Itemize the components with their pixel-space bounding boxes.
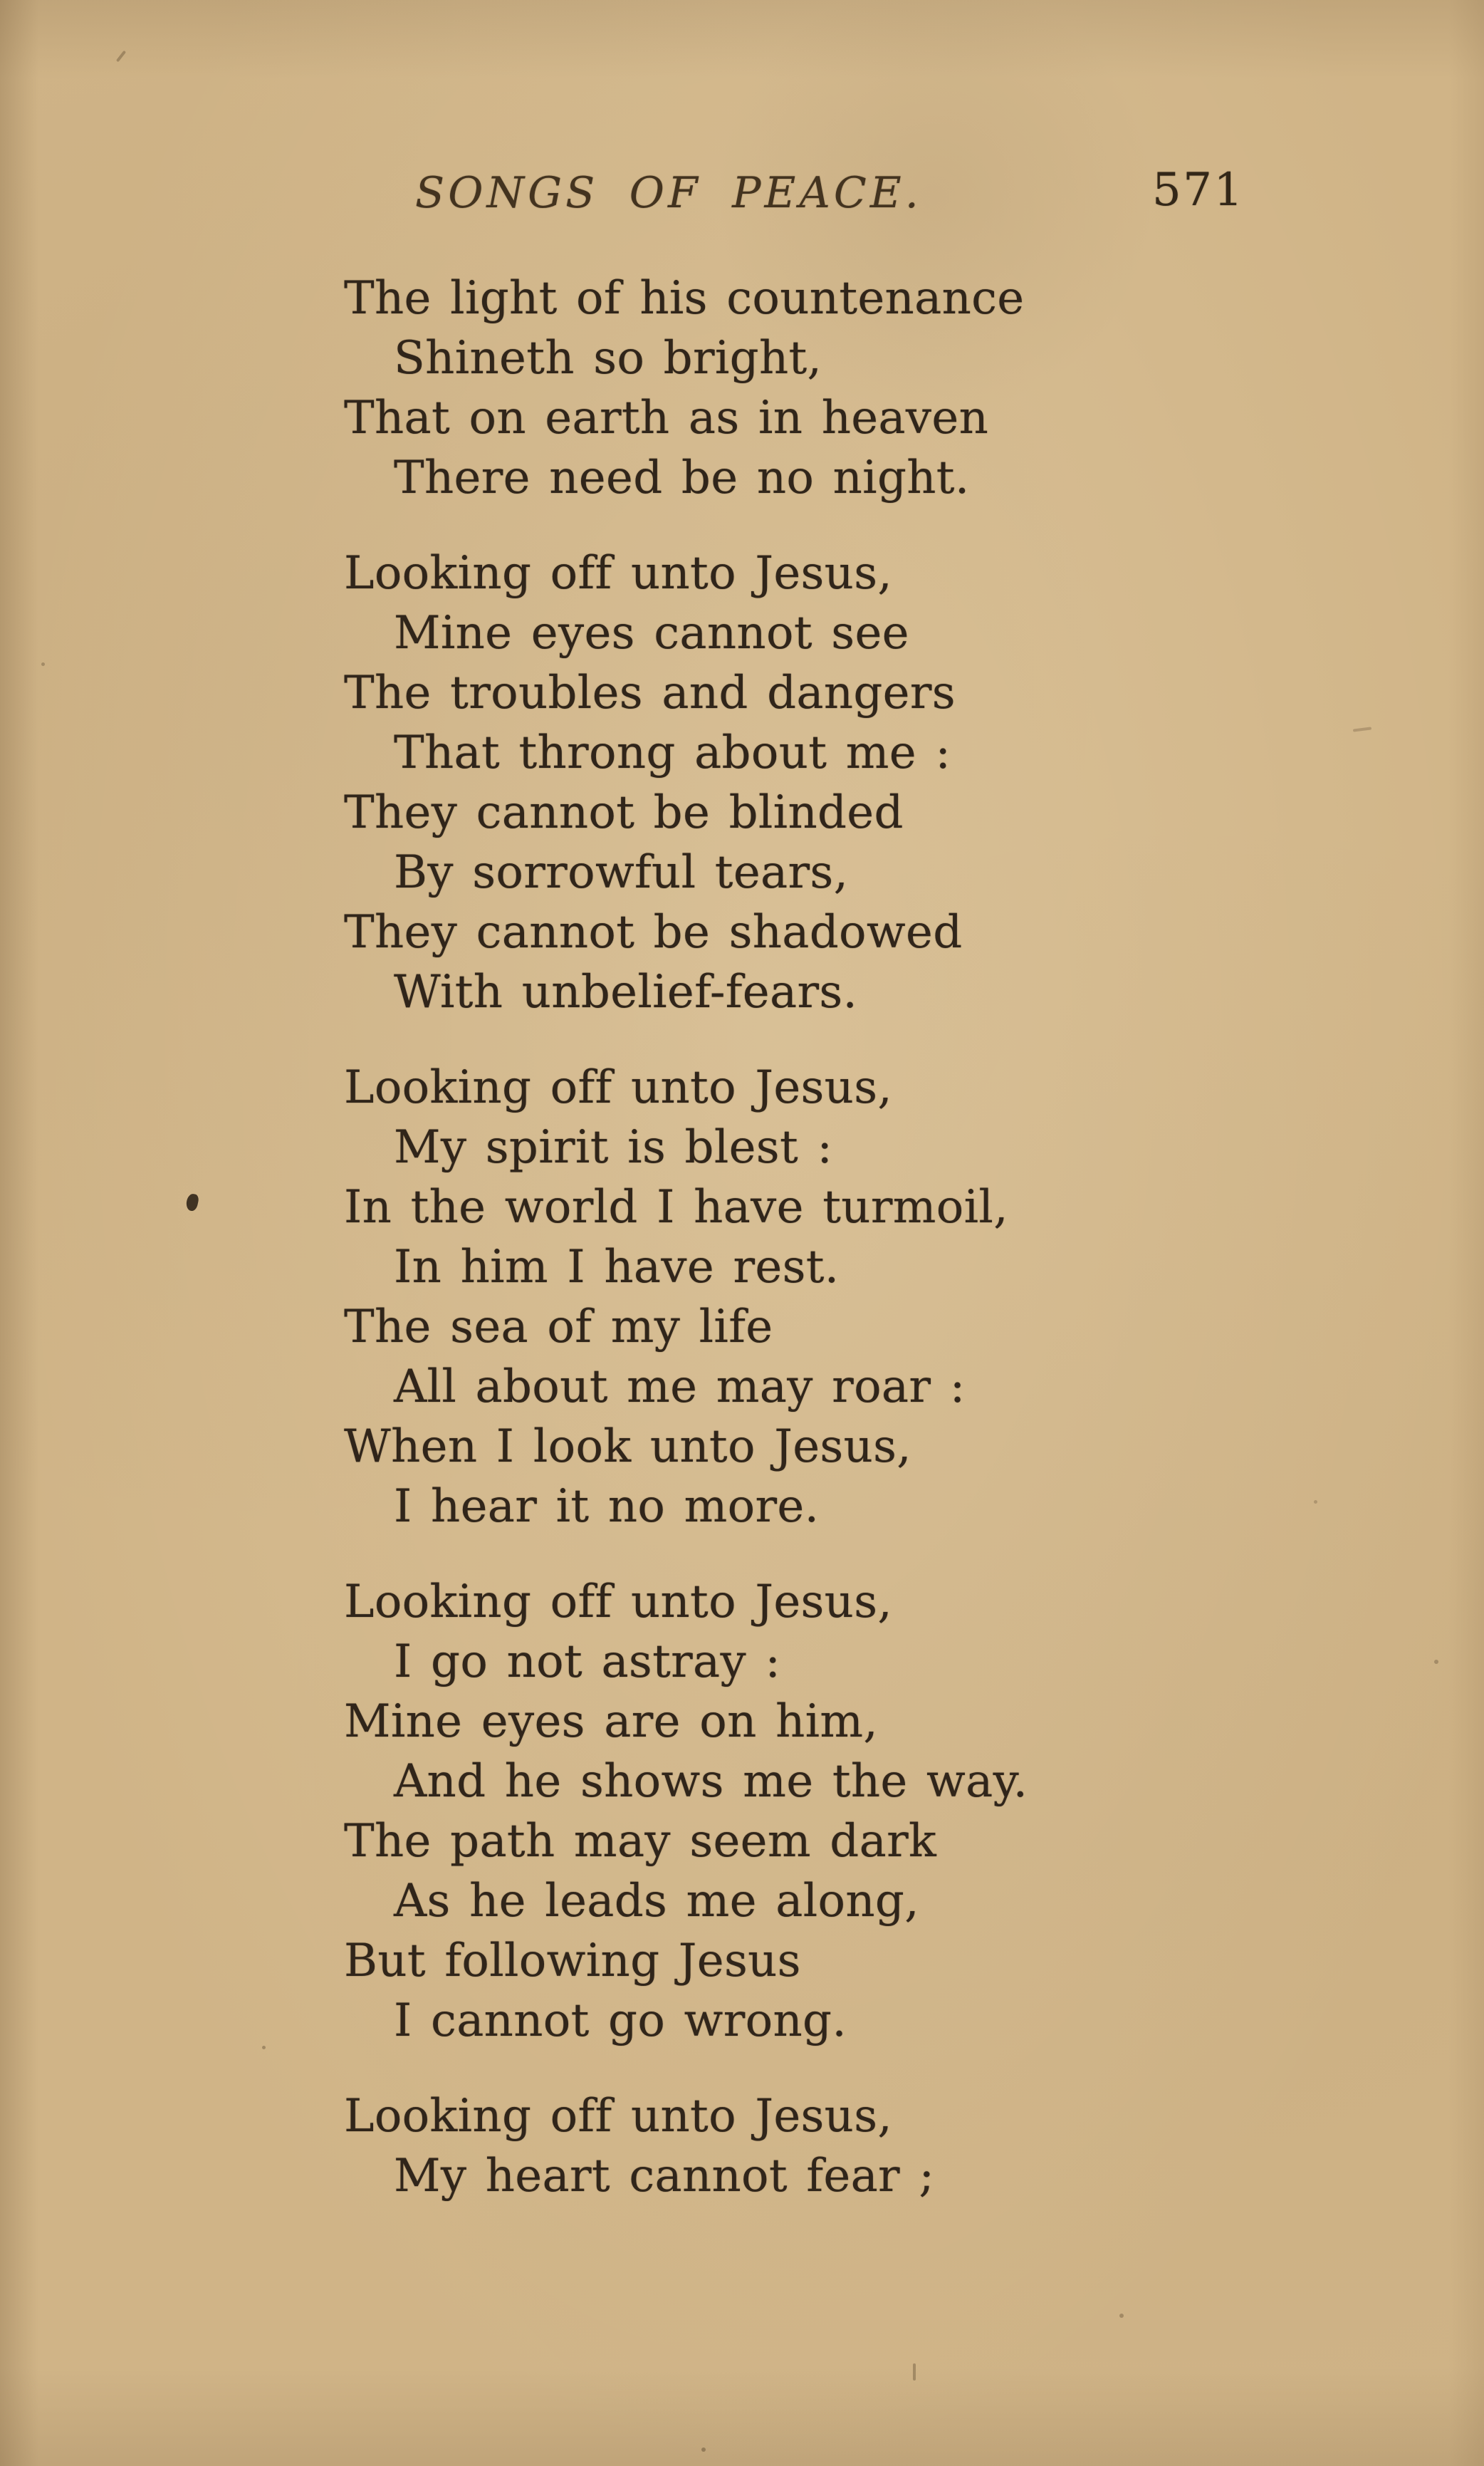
ink-blot <box>185 1193 200 1212</box>
stanza <box>344 1058 1056 1536</box>
poem <box>344 269 1056 2242</box>
stanza <box>344 543 1056 1022</box>
poem-line: Looking off unto Jesus, <box>344 1061 893 1114</box>
stanza <box>344 269 1056 508</box>
poem-line: Mine eyes cannot see <box>394 607 909 660</box>
ink-speck <box>1434 1660 1438 1664</box>
poem-line: I hear it no more. <box>394 1480 820 1533</box>
ink-speck <box>701 2447 706 2452</box>
ink-speck <box>1119 2314 1124 2318</box>
ink-speck <box>262 2046 266 2049</box>
poem-line: In the world I have turmoil, <box>344 1181 1008 1234</box>
ink-speck <box>1353 727 1371 732</box>
ink-speck <box>116 51 126 63</box>
poem-line: And he shows me the way. <box>394 1755 1028 1808</box>
poem-line: But following Jesus <box>344 1935 801 1987</box>
stanza <box>344 2086 1056 2206</box>
poem-line: As he leads me along, <box>394 1875 919 1927</box>
poem-line: My spirit is blest : <box>394 1121 833 1174</box>
ink-speck <box>1314 1500 1317 1504</box>
poem-line: Mine eyes are on him, <box>344 1695 879 1748</box>
poem-line: By sorrowful tears, <box>394 846 849 899</box>
page-number: 571 <box>1152 164 1245 217</box>
ink-speck <box>913 2363 916 2381</box>
poem-line: Looking off unto Jesus, <box>344 547 893 600</box>
stanza <box>344 1572 1056 2051</box>
poem-line: I go not astray : <box>394 1635 781 1688</box>
poem-line: The troubles and dangers <box>344 667 956 719</box>
poem-line: There need be no night. <box>394 452 970 504</box>
poem-line: I cannot go wrong. <box>394 1994 847 2047</box>
poem-line: When I look unto Jesus, <box>344 1420 911 1473</box>
poem-line: Looking off unto Jesus, <box>344 2090 893 2143</box>
poem-line: All about me may roar : <box>394 1361 966 1413</box>
poem-line: Looking off unto Jesus, <box>344 1576 893 1628</box>
poem-line: The light of his countenance <box>344 272 1025 325</box>
poem-line: Shineth so bright, <box>394 332 822 385</box>
poem-line: They cannot be shadowed <box>344 906 963 959</box>
poem-line: In him I have rest. <box>394 1241 840 1294</box>
poem-line: With unbelief-fears. <box>394 966 858 1019</box>
poem-line: My heart cannot fear ; <box>394 2150 935 2202</box>
ink-speck <box>41 662 45 666</box>
poem-line: They cannot be blinded <box>344 786 904 839</box>
running-head <box>0 164 1484 224</box>
running-head-title: SONGS OF PEACE. <box>415 168 922 218</box>
poem-line: That throng about me : <box>394 727 951 779</box>
poem-line: That on earth as in heaven <box>344 392 989 444</box>
poem-line: The sea of my life <box>344 1301 773 1353</box>
poem-line: The path may seem dark <box>344 1815 937 1868</box>
